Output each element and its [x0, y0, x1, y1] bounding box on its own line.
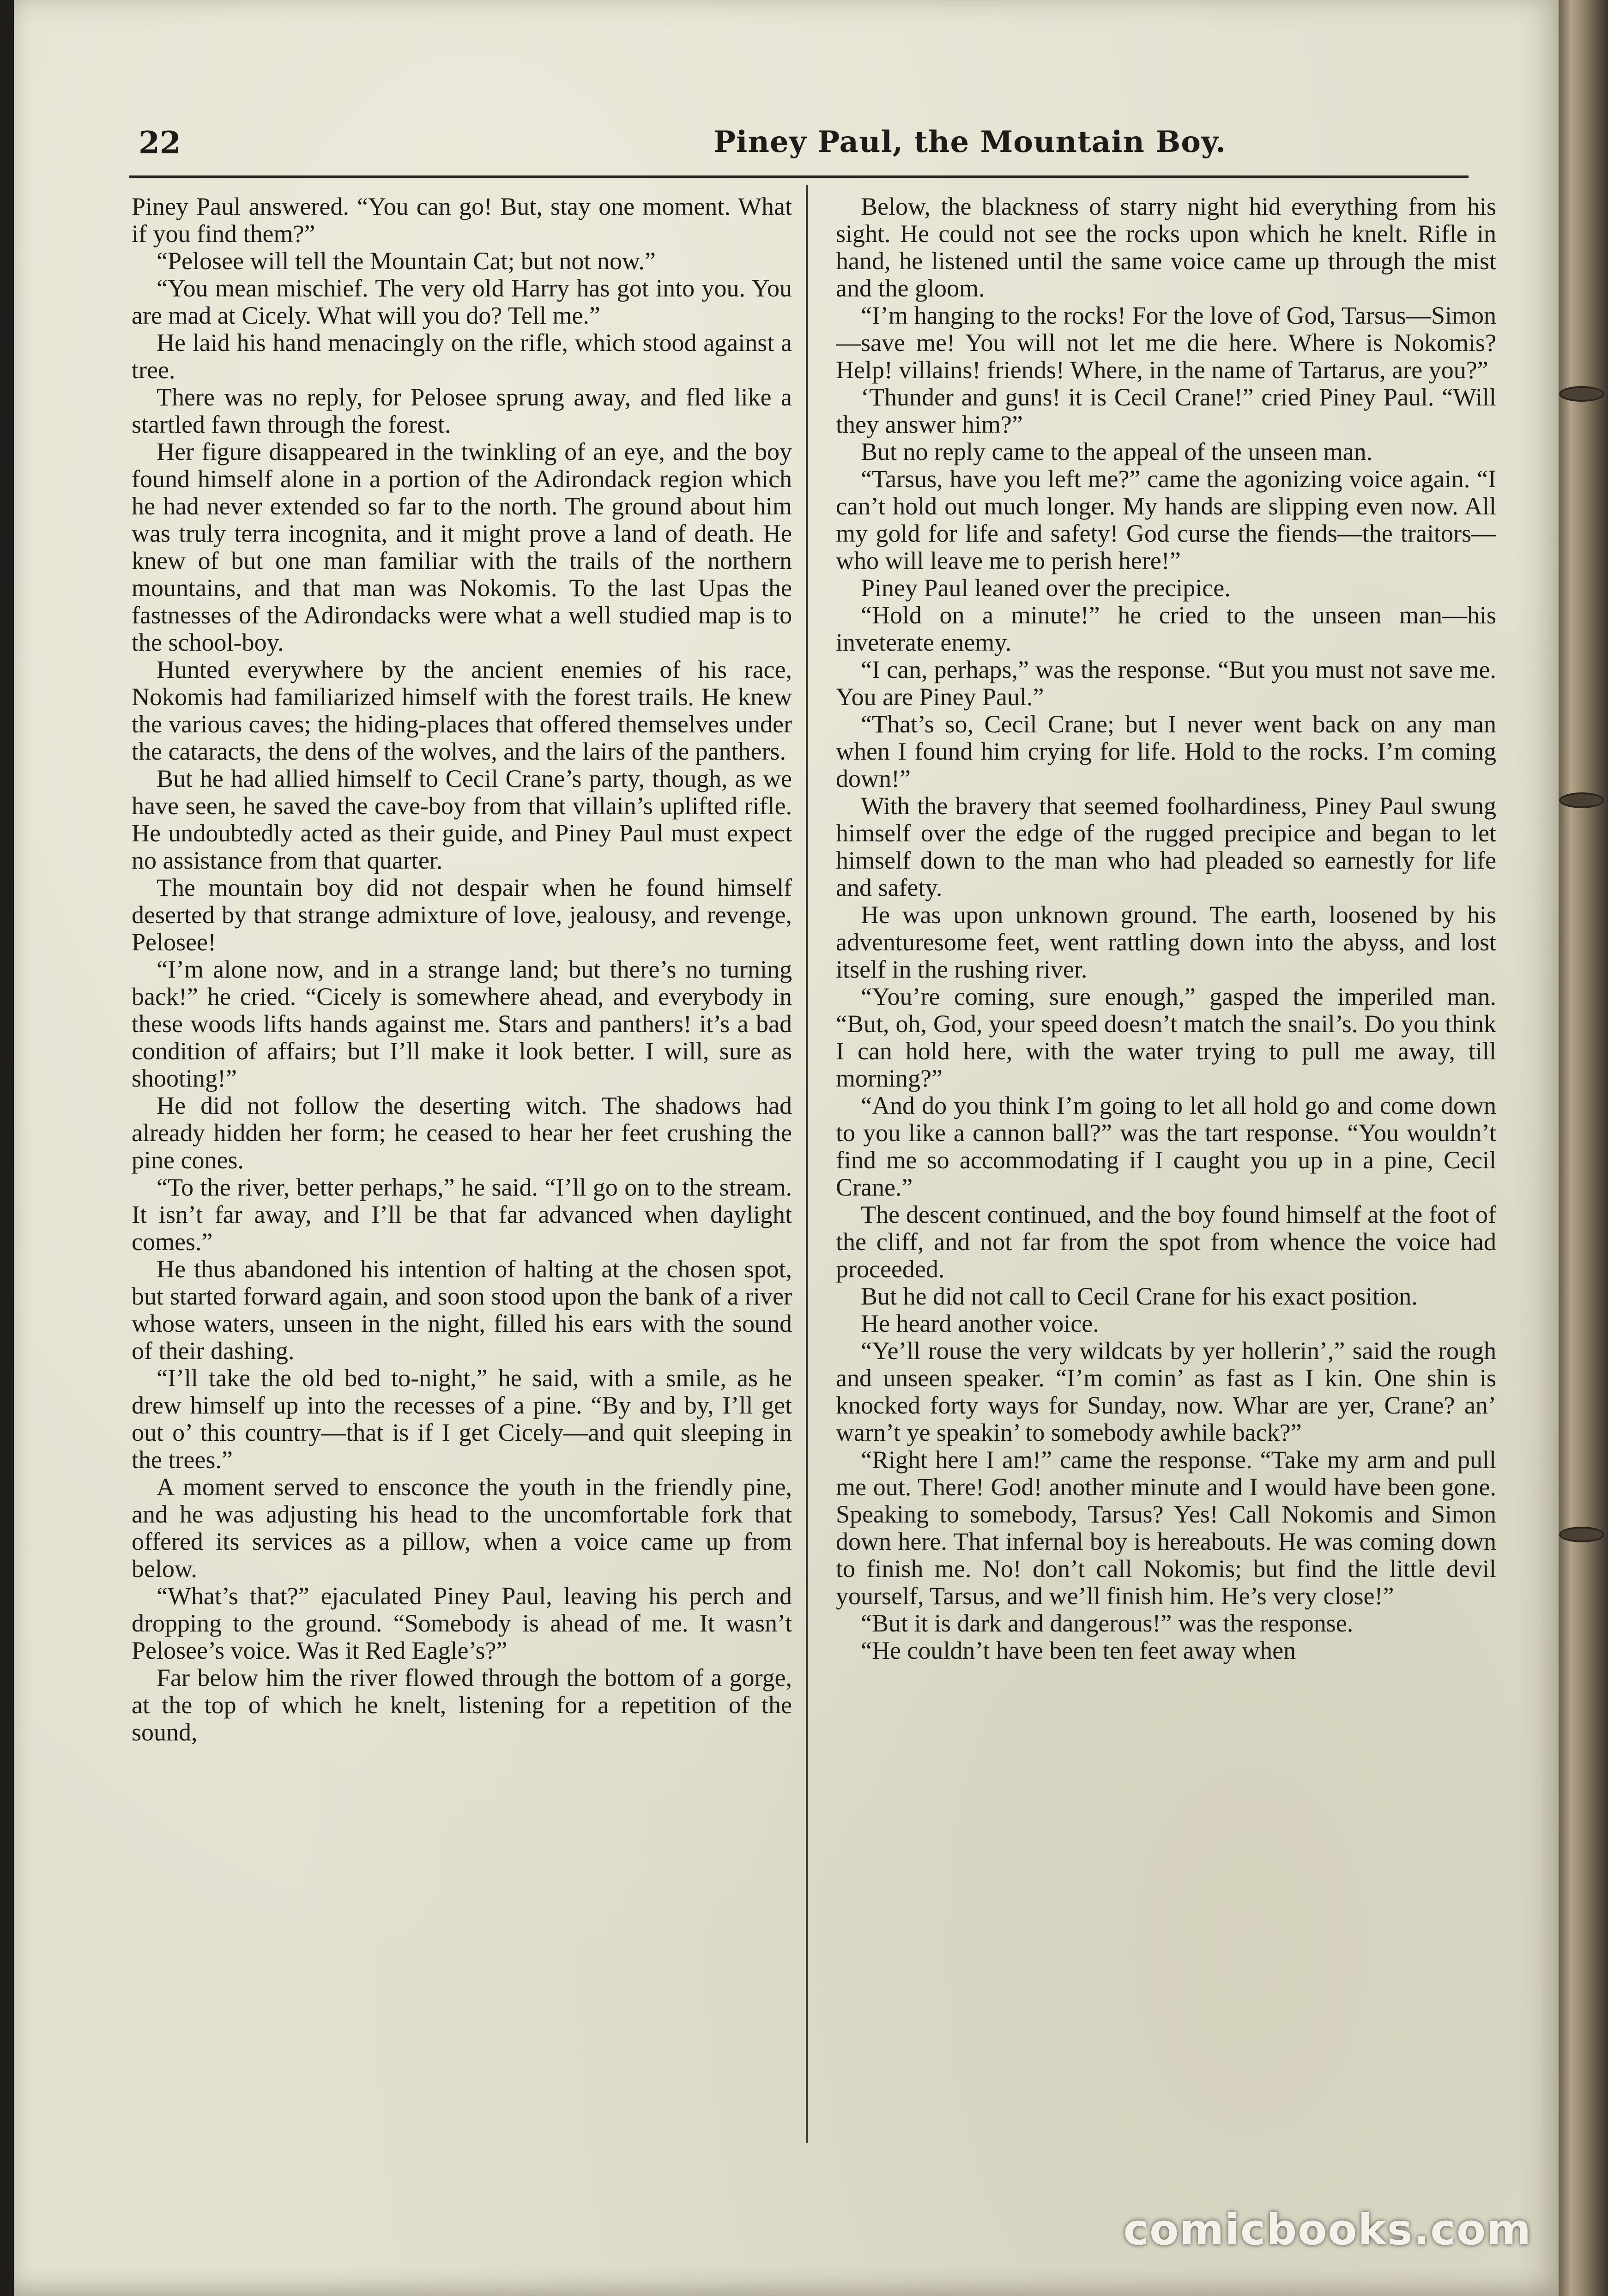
paragraph: “I’m hanging to the rocks! For the love of God, Tarsus—Simon—save me! You will not let me die here. Where is Nokomis? Help! villains! friends! Where, in the name of Tartarus, are you?” [836, 302, 1496, 384]
paragraph: Piney Paul answered. “You can go! But, stay one moment. What if you find them?” [132, 193, 792, 248]
page-binding [1559, 0, 1608, 2296]
paragraph: “He couldn’t have been ten feet away when [861, 1637, 1296, 1664]
paragraph: There was no reply, for Pelosee sprung away, and fled like a startled fawn through the forest. [132, 383, 792, 438]
paragraph: “Pelosee will tell the Mountain Cat; but not now.” [157, 247, 656, 275]
paragraph: He did not follow the deserting witch. The shadows had already hidden her form; he ceased to hear her feet crushing the pine cones. [132, 1092, 792, 1174]
paragraph: “I’m alone now, and in a strange land; but there’s no turning back!” he cried. “Cicely is somewhere ahead, and everybody in these woods lifts hands against me. Stars and panthers! it’s a bad condition of affairs; but I’ll make it look better. I will, sure as shooting!” [132, 955, 792, 1092]
paragraph: Her figure disappeared in the twinkling of an eye, and the boy found himself alone in a portion of the Adirondack region which he had never extended so far to the north. The ground about him was truly terra incognita, and it might prove a land of death. He knew of but one man familiar with the trails of the northern mountains, and that man was Nokomis. To the last Upas the fastnesses of the Adirondacks were what a well studied map is to the school-boy. [132, 438, 792, 656]
paragraph: But he did not call to Cecil Crane for his exact position. [861, 1282, 1418, 1310]
paragraph: “That’s so, Cecil Crane; but I never went back on any man when I found him crying for life. Hold to the rocks. I’m coming down!” [836, 710, 1496, 792]
paragraph: The descent continued, and the boy found himself at the foot of the cliff, and not far from the spot from whence the voice had proceeded. [836, 1201, 1496, 1283]
paragraph: He was upon unknown ground. The earth, loosened by his adventuresome feet, went rattling down into the abyss, and lost itself in the rushing river. [836, 901, 1496, 983]
paragraph: “To the river, better perhaps,” he said. “I’ll go on to the stream. It isn’t far away, and I’ll be that far advanced when daylight comes.” [132, 1173, 792, 1256]
watermark: comicbooks.com [1123, 2205, 1532, 2254]
paragraph: He laid his hand menacingly on the rifle, which stood against a tree. [132, 329, 792, 384]
paragraph: “Hold on a minute!” he cried to the unseen man—his inveterate enemy. [836, 601, 1496, 656]
paragraph: Far below him the river flowed through the bottom of a gorge, at the top of which he knelt, listening for a repetition of the sound, [132, 1664, 792, 1746]
paragraph: “Tarsus, have you left me?” came the agonizing voice again. “I can’t hold out much longer. My hands are slipping even now. All my gold for life and safety! God curse the fiends—the traitors—who will leave me to perish here!” [836, 465, 1496, 574]
paragraph: The mountain boy did not despair when he found himself deserted by that strange admixture of love, jealousy, and revenge, Pelosee! [132, 874, 792, 956]
column-divider [806, 185, 808, 2143]
paragraph: “I’ll take the old bed to-night,” he said, with a smile, as he drew himself up into the recesses of a pine. “By and by, I’ll get out o’ this country—that is if I get Cicely—and quit sleeping in the trees.” [132, 1364, 792, 1474]
staple-mark [1561, 1529, 1602, 1541]
running-title: Piney Paul, the Mountain Boy. [713, 125, 1227, 159]
paragraph: “Right here I am!” came the response. “Take my arm and pull me out. There! God! another minute and I would have been gone. Speaking to somebody, Tarsus? Yes! Call Nokomis and Simon down here. That infernal boy is hereabouts. He was coming down to finish me. No! don’t call Nokomis; but find the little devil yourself, Tarsus, and we’ll finish him. He’s very close!” [836, 1446, 1496, 1610]
staple-mark [1561, 388, 1602, 400]
paragraph: “You mean mischief. The very old Harry has got into you. You are mad at Cicely. What will you do? Tell me.” [132, 274, 792, 329]
paragraph: Hunted everywhere by the ancient enemies of his race, Nokomis had familiarized himself with the forest trails. He knew the various caves; the hiding-places that offered themselves under the cataracts, the dens of the wolves, and the lairs of the panthers. [132, 656, 792, 765]
paragraph: Below, the blackness of starry night hid everything from his sight. He could not see the rocks upon which he knelt. Rifle in hand, he listened until the same voice came up through the mist and the gloom. [836, 193, 1496, 302]
paragraph: With the bravery that seemed foolhardiness, Piney Paul swung himself over the edge of the rugged precipice and began to let himself down to the man who had pleaded so earnestly for life and safety. [836, 792, 1496, 901]
paragraph: “What’s that?” ejaculated Piney Paul, leaving his perch and dropping to the ground. “Somebody is ahead of me. It wasn’t Pelosee’s voice. Was it Red Eagle’s?” [132, 1582, 792, 1664]
paragraph: “And do you think I’m going to let all hold go and come down to you like a cannon ball?” was the tart response. “You wouldn’t find me so accommodating if I caught you up in a pine, Cecil Crane.” [836, 1092, 1496, 1201]
staple-mark [1561, 794, 1602, 806]
right-column [836, 193, 1496, 2151]
header-rule [129, 175, 1469, 178]
paragraph: But no reply came to the appeal of the unseen man. [861, 438, 1373, 465]
paragraph: “I can, perhaps,” was the response. “But you must not save me. You are Piney Paul.” [836, 656, 1496, 711]
paragraph: But he had allied himself to Cecil Crane’s party, though, as we have seen, he saved the cave-boy from that villain’s uplifted rifle. He undoubtedly acted as their guide, and Piney Paul must expect no assistance from that quarter. [132, 765, 792, 874]
page-number: 22 [139, 125, 181, 161]
left-column [132, 193, 792, 2151]
paragraph: A moment served to ensconce the youth in the friendly pine, and he was adjusting his head to the uncomfortable fork that offered its services as a pillow, when a voice came up from below. [132, 1473, 792, 1583]
paragraph: “You’re coming, sure enough,” gasped the imperiled man. “But, oh, God, your speed doesn’t match the snail’s. Do you think I can hold here, with the water trying to pull me away, till morning?” [836, 983, 1496, 1092]
paragraph: “But it is dark and dangerous!” was the response. [861, 1609, 1354, 1637]
paragraph: He heard another voice. [861, 1310, 1099, 1337]
paragraph: ‘Thunder and guns! it is Cecil Crane!” cried Piney Paul. “Will they answer him?” [836, 383, 1496, 438]
paragraph: Piney Paul leaned over the precipice. [861, 574, 1231, 602]
paragraph: “Ye’ll rouse the very wildcats by yer hollerin’,” said the rough and unseen speaker. “I’m comin’ as fast as I kin. One shin is knocked forty ways for Sunday, now. Whar are yer, Crane? an’ warn’t ye speakin’ to somebody awhile back?” [836, 1337, 1496, 1446]
paragraph: He thus abandoned his intention of halting at the chosen spot, but started forward again, and soon stood upon the bank of a river whose waters, unseen in the night, filled his ears with the sound of their dashing. [132, 1255, 792, 1365]
